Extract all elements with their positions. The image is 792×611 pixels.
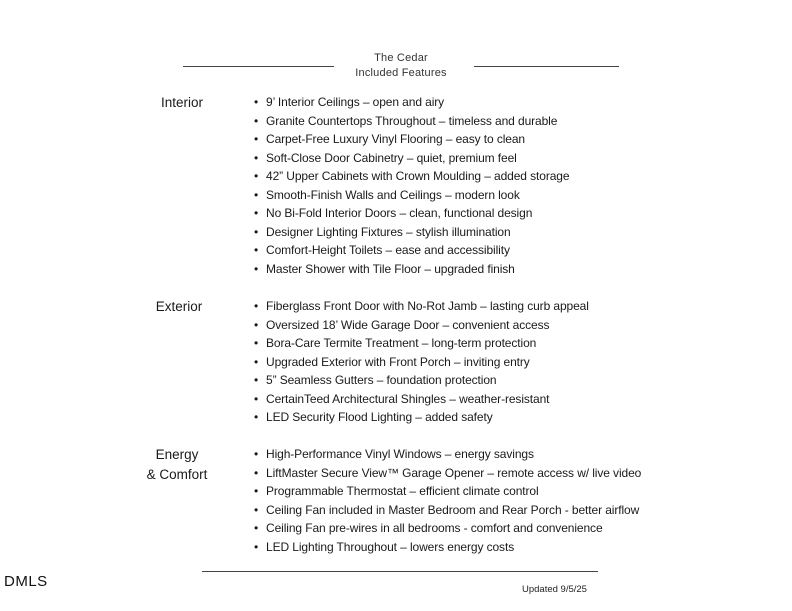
feature-text: Ceiling Fan included in Master Bedroom and Rear Porch - better airflow [266, 502, 640, 517]
bullet-icon: • [254, 206, 259, 221]
document-title: The Cedar [374, 52, 428, 64]
section-label-exterior [124, 297, 234, 317]
feature-text: 5” Seamless Gutters – foundation protection [266, 373, 497, 388]
list-item [252, 316, 589, 335]
section-label-line: Exterior [155, 299, 203, 314]
feature-text: Bora-Care Termite Treatment – long-term protection [266, 336, 537, 351]
section-label-energy-comfort [122, 445, 232, 484]
bullet-icon: • [254, 354, 259, 369]
bullet-icon: • [254, 410, 259, 425]
list-item [252, 501, 641, 520]
list-item [252, 519, 641, 538]
list-item [252, 538, 641, 557]
feature-text: Carpet-Free Luxury Vinyl Flooring – easy to clean [266, 132, 526, 147]
feature-text: LiftMaster Secure View™ Garage Opener – remote access w/ live video [266, 465, 642, 480]
bullet-icon: • [254, 502, 259, 517]
list-item [252, 93, 569, 112]
bullet-icon: • [254, 336, 259, 351]
list-item [252, 297, 589, 316]
exterior-feature-list [252, 297, 589, 427]
bullet-icon: • [254, 521, 259, 536]
bullet-icon: • [254, 169, 259, 184]
feature-text: Programmable Thermostat – efficient climate control [266, 484, 539, 499]
feature-text: Granite Countertops Throughout – timeless and durable [266, 113, 558, 128]
list-item [252, 241, 569, 260]
list-item [252, 371, 589, 390]
list-item [252, 223, 569, 242]
footer-rule [202, 571, 598, 572]
bullet-icon: • [254, 224, 259, 239]
feature-text: Master Shower with Tile Floor – upgraded finish [266, 261, 515, 276]
feature-text: Smooth-Finish Walls and Ceilings – modern look [266, 187, 520, 202]
list-item [252, 112, 569, 131]
list-item [252, 390, 589, 409]
list-item [252, 482, 641, 501]
feature-text: High-Performance Vinyl Windows – energy savings [266, 447, 534, 461]
bullet-icon: • [254, 484, 259, 499]
section-label-line: Interior [160, 95, 204, 110]
list-item [252, 464, 641, 483]
feature-text: Ceiling Fan pre-wires in all bedrooms - comfort and convenience [266, 521, 603, 536]
bullet-icon: • [254, 539, 259, 554]
bullet-icon: • [254, 261, 259, 276]
feature-text: Fiberglass Front Door with No-Rot Jamb – lasting curb appeal [266, 299, 589, 313]
bullet-icon: • [254, 95, 259, 109]
bullet-icon: • [254, 447, 259, 461]
bullet-icon: • [254, 132, 259, 147]
section-label-line: & Comfort [146, 466, 208, 482]
bullet-icon: • [254, 243, 259, 258]
list-item [252, 334, 589, 353]
bullet-icon: • [254, 465, 259, 480]
list-item [252, 130, 569, 149]
feature-text: Oversized 18’ Wide Garage Door – convenient access [266, 317, 550, 332]
bullet-icon: • [254, 299, 259, 313]
list-item [252, 260, 569, 279]
feature-text: LED Security Flood Lighting – added safety [266, 410, 493, 425]
feature-text: No Bi-Fold Interior Doors – clean, functional design [266, 206, 533, 221]
updated-date: Updated 9/5/25 [522, 584, 587, 595]
energy-comfort-feature-list [252, 445, 641, 556]
feature-text: Soft-Close Door Cabinetry – quiet, premium feel [266, 150, 517, 165]
list-item [252, 167, 569, 186]
bullet-icon: • [254, 373, 259, 388]
bullet-icon: • [254, 187, 259, 202]
document-subtitle: Included Features [355, 67, 447, 79]
feature-text: CertainTeed Architectural Shingles – weather-resistant [266, 391, 550, 406]
dmls-logo: DMLS [4, 573, 48, 590]
list-item [252, 445, 641, 464]
feature-text: 9’ Interior Ceilings – open and airy [266, 95, 445, 109]
list-item [252, 186, 569, 205]
bullet-icon: • [254, 391, 259, 406]
bullet-icon: • [254, 113, 259, 128]
section-label-interior [127, 93, 237, 113]
feature-text: Comfort-Height Toilets – ease and accessibility [266, 243, 510, 258]
list-item [252, 204, 569, 223]
feature-text: 42” Upper Cabinets with Crown Moulding – added storage [266, 169, 570, 184]
list-item [252, 149, 569, 168]
bullet-icon: • [254, 317, 259, 332]
feature-text: LED Lighting Throughout – lowers energy costs [266, 539, 515, 554]
list-item [252, 353, 589, 372]
list-item [252, 408, 589, 427]
section-label-line: Energy [155, 447, 199, 462]
interior-feature-list [252, 93, 569, 278]
bullet-icon: • [254, 150, 259, 165]
feature-text: Upgraded Exterior with Front Porch – inviting entry [266, 354, 530, 369]
feature-text: Designer Lighting Fixtures – stylish illumination [266, 224, 511, 239]
